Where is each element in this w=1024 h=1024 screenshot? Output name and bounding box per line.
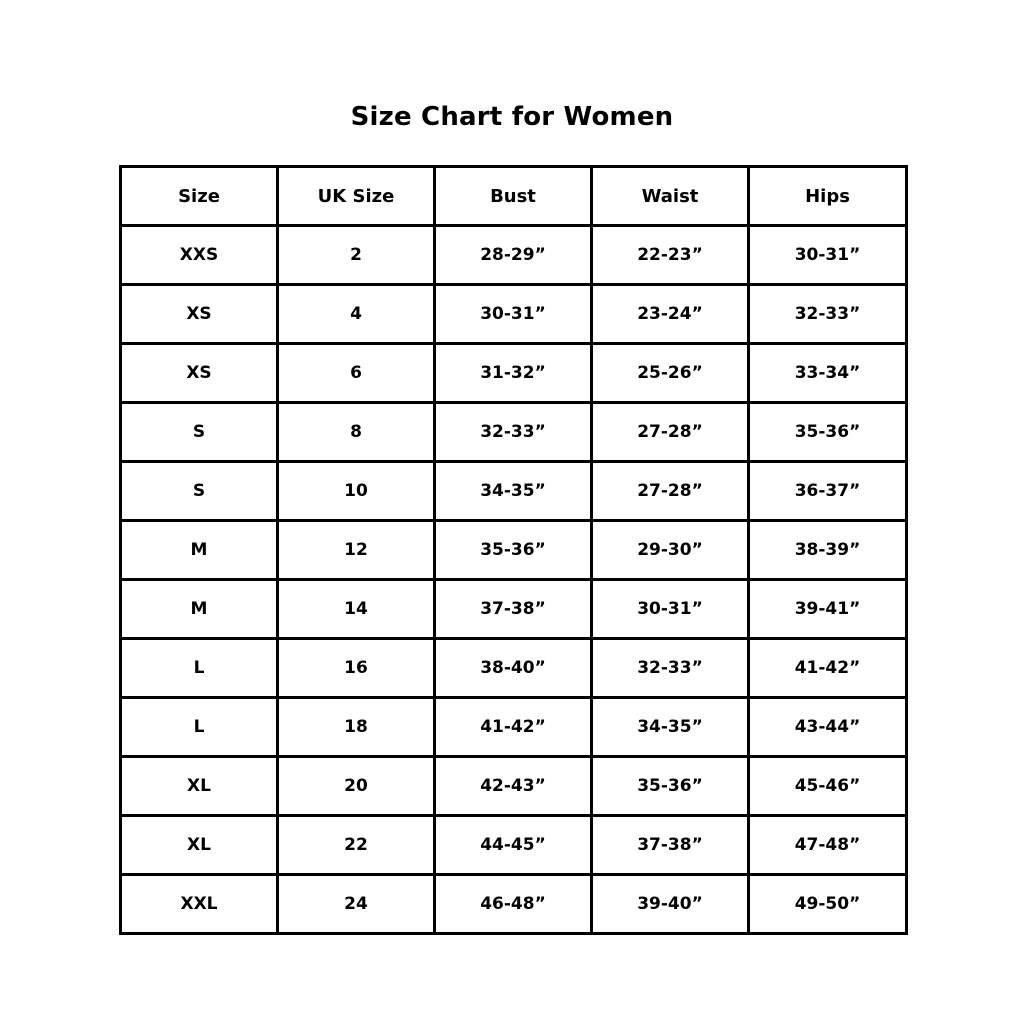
cell-size: XL: [121, 757, 278, 816]
table-row: [121, 403, 907, 462]
cell-waist: 35-36”: [592, 757, 749, 816]
cell-uk: 2: [278, 226, 435, 285]
cell-hips: 39-41”: [749, 580, 907, 639]
table-row: [121, 757, 907, 816]
column-header-hips: Hips: [749, 167, 907, 226]
cell-waist: 39-40”: [592, 875, 749, 934]
cell-hips: 43-44”: [749, 698, 907, 757]
cell-size: XS: [121, 344, 278, 403]
cell-hips: 36-37”: [749, 462, 907, 521]
page-title: Size Chart for Women: [350, 102, 674, 132]
cell-size: S: [121, 462, 278, 521]
cell-uk: 24: [278, 875, 435, 934]
cell-uk: 6: [278, 344, 435, 403]
cell-bust: 32-33”: [435, 403, 592, 462]
cell-uk: 20: [278, 757, 435, 816]
cell-bust: 30-31”: [435, 285, 592, 344]
table-row: [121, 875, 907, 934]
cell-waist: 34-35”: [592, 698, 749, 757]
cell-size: L: [121, 639, 278, 698]
column-header-bust: Bust: [435, 167, 592, 226]
cell-hips: 38-39”: [749, 521, 907, 580]
cell-bust: 42-43”: [435, 757, 592, 816]
cell-hips: 35-36”: [749, 403, 907, 462]
table-row: [121, 698, 907, 757]
cell-hips: 33-34”: [749, 344, 907, 403]
cell-bust: 41-42”: [435, 698, 592, 757]
cell-hips: 32-33”: [749, 285, 907, 344]
cell-hips: 45-46”: [749, 757, 907, 816]
cell-waist: 32-33”: [592, 639, 749, 698]
table-row: [121, 580, 907, 639]
cell-waist: 22-23”: [592, 226, 749, 285]
table-row: [121, 226, 907, 285]
cell-size: XL: [121, 816, 278, 875]
table-body: [121, 226, 907, 934]
table-row: [121, 521, 907, 580]
table-row: [121, 639, 907, 698]
column-header-uk-size: UK Size: [278, 167, 435, 226]
cell-uk: 14: [278, 580, 435, 639]
cell-bust: 28-29”: [435, 226, 592, 285]
cell-hips: 30-31”: [749, 226, 907, 285]
cell-hips: 49-50”: [749, 875, 907, 934]
cell-uk: 22: [278, 816, 435, 875]
cell-waist: 30-31”: [592, 580, 749, 639]
cell-hips: 47-48”: [749, 816, 907, 875]
table-row: [121, 816, 907, 875]
cell-bust: 38-40”: [435, 639, 592, 698]
cell-size: XXL: [121, 875, 278, 934]
column-header-size: Size: [121, 167, 278, 226]
cell-uk: 16: [278, 639, 435, 698]
cell-bust: 34-35”: [435, 462, 592, 521]
cell-size: M: [121, 521, 278, 580]
cell-waist: 27-28”: [592, 403, 749, 462]
cell-uk: 18: [278, 698, 435, 757]
cell-size: L: [121, 698, 278, 757]
table-header-row: [121, 167, 907, 226]
cell-uk: 12: [278, 521, 435, 580]
cell-bust: 44-45”: [435, 816, 592, 875]
table-row: [121, 285, 907, 344]
cell-size: M: [121, 580, 278, 639]
cell-waist: 37-38”: [592, 816, 749, 875]
cell-bust: 31-32”: [435, 344, 592, 403]
column-header-waist: Waist: [592, 167, 749, 226]
cell-size: XS: [121, 285, 278, 344]
cell-bust: 35-36”: [435, 521, 592, 580]
cell-bust: 46-48”: [435, 875, 592, 934]
cell-uk: 4: [278, 285, 435, 344]
cell-uk: 8: [278, 403, 435, 462]
cell-waist: 23-24”: [592, 285, 749, 344]
cell-uk: 10: [278, 462, 435, 521]
cell-size: XXS: [121, 226, 278, 285]
table-row: [121, 344, 907, 403]
table-row: [121, 462, 907, 521]
cell-hips: 41-42”: [749, 639, 907, 698]
cell-waist: 25-26”: [592, 344, 749, 403]
cell-bust: 37-38”: [435, 580, 592, 639]
table-header: [121, 167, 907, 226]
size-chart-table-container: [119, 165, 905, 935]
cell-waist: 27-28”: [592, 462, 749, 521]
cell-waist: 29-30”: [592, 521, 749, 580]
cell-size: S: [121, 403, 278, 462]
size-chart-table: [119, 165, 908, 935]
